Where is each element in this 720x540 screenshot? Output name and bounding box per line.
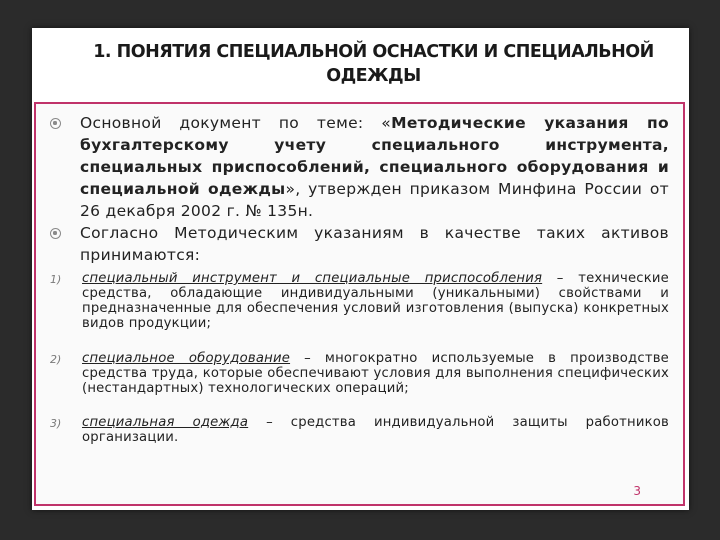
bullet-text-2: Согласно Методическим указаниям в качестве таких активов принимаются: <box>80 224 669 264</box>
numbered-text-3: специальная одежда – средства индивидуальной защиты работников организации. <box>82 415 669 445</box>
circle-bullet-icon <box>50 228 61 239</box>
slide <box>32 28 689 510</box>
bullet-text-1: Основной документ по теме: «Методические указания по бухгалтерскому учету специального инструмента, специальных приспособлений, специального оборудования и специальной одежды», утвержден приказом Минфина России от 26 декабря 2002 г. № 135н. <box>80 114 669 220</box>
circle-bullet-icon <box>50 118 61 129</box>
list-number: 2) <box>50 353 62 366</box>
page-number: 3 <box>633 484 641 498</box>
title-line-2: ОДЕЖДЫ <box>326 66 421 86</box>
numbered-text-2: специальное оборудование – многократно используемые в производстве средства труда, которые обеспечивают условия для выполнения специфических (нестандартных) технологических операций; <box>82 351 669 396</box>
list-number: 3) <box>50 417 62 430</box>
title-line-1: 1. ПОНЯТИЯ СПЕЦИАЛЬНОЙ ОСНАСТКИ И СПЕЦИАЛЬНОЙ <box>93 42 654 62</box>
slide-title <box>72 40 675 88</box>
title-box <box>32 28 689 102</box>
numbered-text-1: специальный инструмент и специальные приспособления – технические средства, обладающие индивидуальными (уникальными) свойствами и предназначенные для обеспечения условий изготовления (выпуска) конкретных видов продукции; <box>82 271 669 331</box>
content-box <box>34 102 685 506</box>
list-number: 1) <box>50 273 62 286</box>
